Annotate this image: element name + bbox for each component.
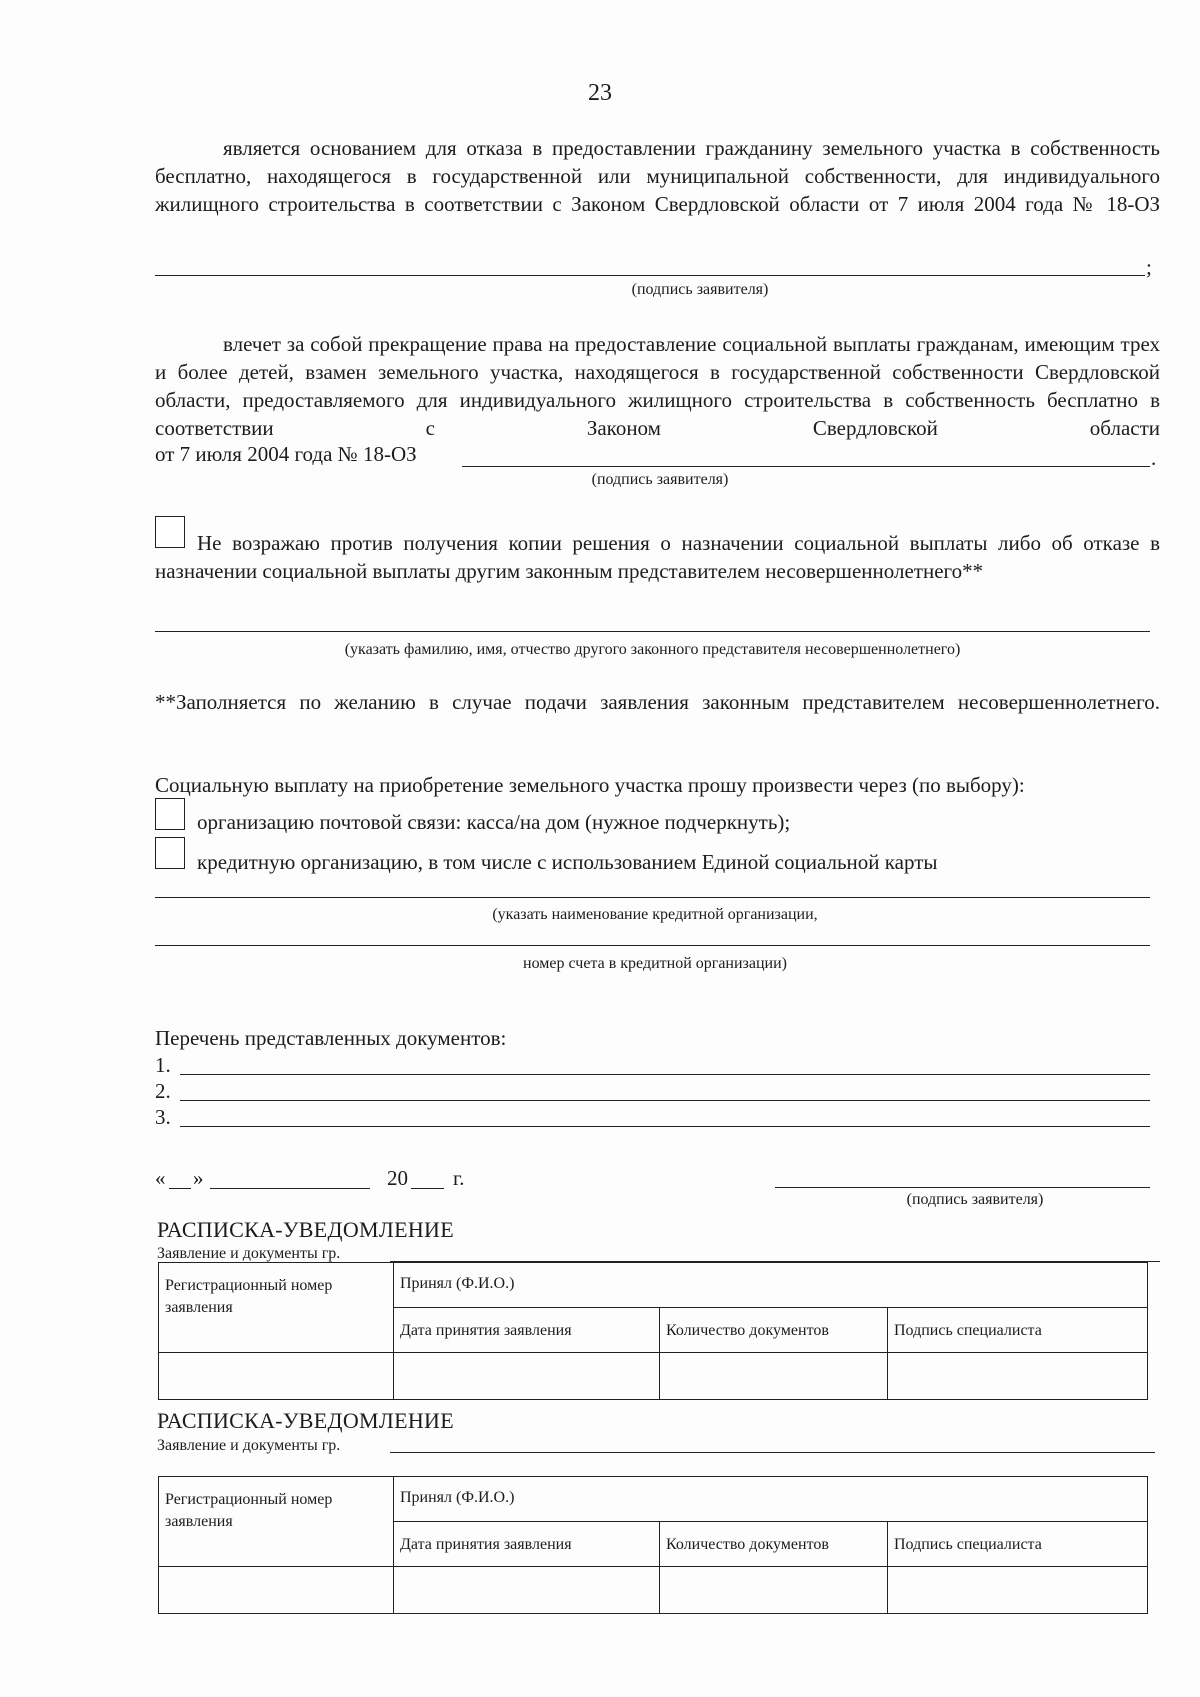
refusal-paragraph: является основанием для отказа в предоставлении гражданину земельного участка в собственность бесплатно, находящегося в государственной или муниципальной собственности, для индивидуального жилищного строительства в соответствии с Законом Свердловской области от 7 июля 2004 года № 18-ОЗ: [155, 136, 1160, 216]
signature-line-2[interactable]: [462, 466, 1150, 467]
date-quote-open: «: [155, 1166, 166, 1190]
law-reference: от 7 июля 2004 года № 18-ОЗ: [155, 442, 417, 466]
footnote-text: **Заполняется по желанию в случае подачи заявления законным представителем несовершеннолетнего.: [155, 690, 1160, 714]
signature-line-1[interactable]: [155, 275, 1145, 276]
date-accepted-header: Дата принятия заявления: [394, 1522, 660, 1567]
date-day-line[interactable]: [169, 1188, 191, 1189]
receipt-subtitle: Заявление и документы гр.: [157, 1437, 341, 1454]
date-accepted-header: Дата принятия заявления: [394, 1308, 660, 1353]
representative-name-line[interactable]: [155, 631, 1150, 632]
document-item-line[interactable]: [180, 1126, 1150, 1127]
receipt-title: РАСПИСКА-УВЕДОМЛЕНИЕ: [157, 1408, 454, 1433]
specialist-signature-cell[interactable]: [888, 1567, 1148, 1614]
accepted-header: Принял (Ф.И.О.): [394, 1263, 1148, 1308]
signature-caption-1: (подпись заявителя): [631, 281, 769, 298]
post-option-checkbox[interactable]: [155, 798, 185, 830]
date-accepted-cell[interactable]: [394, 1353, 660, 1400]
accepted-header: Принял (Ф.И.О.): [394, 1477, 1148, 1522]
receipt-subtitle: Заявление и документы гр.: [157, 1245, 341, 1262]
specialist-signature-cell[interactable]: [888, 1353, 1148, 1400]
semicolon: ;: [1146, 255, 1152, 279]
signature-caption-2: (подпись заявителя): [591, 471, 729, 488]
termination-paragraph: влечет за собой прекращение права на предоставление социальной выплаты гражданам, имеющим трех и более детей, взамен земельного участка, находящегося в государственной собственности Свердловской области, предоставляемого для индивидуального жилищного строительства в собственность бесплатно в соответствии с Законом Свердловской области: [155, 332, 1160, 440]
document-item-number: 1.: [155, 1053, 171, 1077]
date-month-line[interactable]: [210, 1188, 370, 1189]
date-accepted-cell[interactable]: [394, 1567, 660, 1614]
specialist-signature-header: Подпись специалиста: [888, 1522, 1148, 1567]
receipt-table: [158, 1476, 1148, 1614]
document-count-cell[interactable]: [660, 1353, 888, 1400]
consent-text: Не возражаю против получения копии решения о назначении социальной выплаты либо об отказе в назначении социальной выплаты другим законным представителем несовершеннолетнего**: [155, 531, 1160, 583]
document-item-line[interactable]: [180, 1100, 1150, 1101]
footnote-line1: [155, 688, 1160, 716]
bank-option-label: кредитную организацию, в том числе с использованием Единой социальной карты: [197, 850, 938, 874]
account-number-line[interactable]: [155, 945, 1150, 946]
document-count-header: Количество документов: [660, 1522, 888, 1567]
page-number: 23: [588, 80, 612, 106]
date-year-prefix: 20: [387, 1166, 408, 1190]
date-quote-close: »: [193, 1166, 204, 1190]
date-year-line[interactable]: [411, 1188, 444, 1189]
date-g: г.: [453, 1166, 465, 1190]
date-signature-caption: (подпись заявителя): [906, 1191, 1044, 1208]
document-item-number: 3.: [155, 1105, 171, 1129]
reg-number-cell[interactable]: [159, 1353, 394, 1400]
reg-number-header: Регистрационный номер заявления: [159, 1263, 394, 1353]
bank-option-checkbox[interactable]: [155, 837, 185, 869]
document-item-line[interactable]: [180, 1074, 1150, 1075]
receipt-table: [158, 1262, 1148, 1400]
receipt-title: РАСПИСКА-УВЕДОМЛЕНИЕ: [157, 1217, 454, 1242]
reg-number-cell[interactable]: [159, 1567, 394, 1614]
documents-title: Перечень представленных документов:: [155, 1026, 507, 1050]
specialist-signature-header: Подпись специалиста: [888, 1308, 1148, 1353]
bank-caption-2: номер счета в кредитной организации): [523, 955, 787, 972]
reg-number-header: Регистрационный номер заявления: [159, 1477, 394, 1567]
payout-intro: Социальную выплату на приобретение земельного участка прошу произвести через (по выбору):: [155, 773, 1025, 797]
bank-name-line[interactable]: [155, 897, 1150, 898]
document-count-header: Количество документов: [660, 1308, 888, 1353]
document-item-number: 2.: [155, 1079, 171, 1103]
bank-caption-1: (указать наименование кредитной организации,: [492, 906, 818, 923]
document-count-cell[interactable]: [660, 1567, 888, 1614]
receipt-name-line[interactable]: [390, 1452, 1155, 1453]
date-signature-line[interactable]: [775, 1187, 1150, 1188]
representative-caption: (указать фамилию, имя, отчество другого законного представителя несовершеннолетнего): [344, 641, 961, 658]
period: .: [1151, 446, 1157, 470]
post-option-label: организацию почтовой связи: касса/на дом (нужное подчеркнуть);: [197, 810, 791, 834]
